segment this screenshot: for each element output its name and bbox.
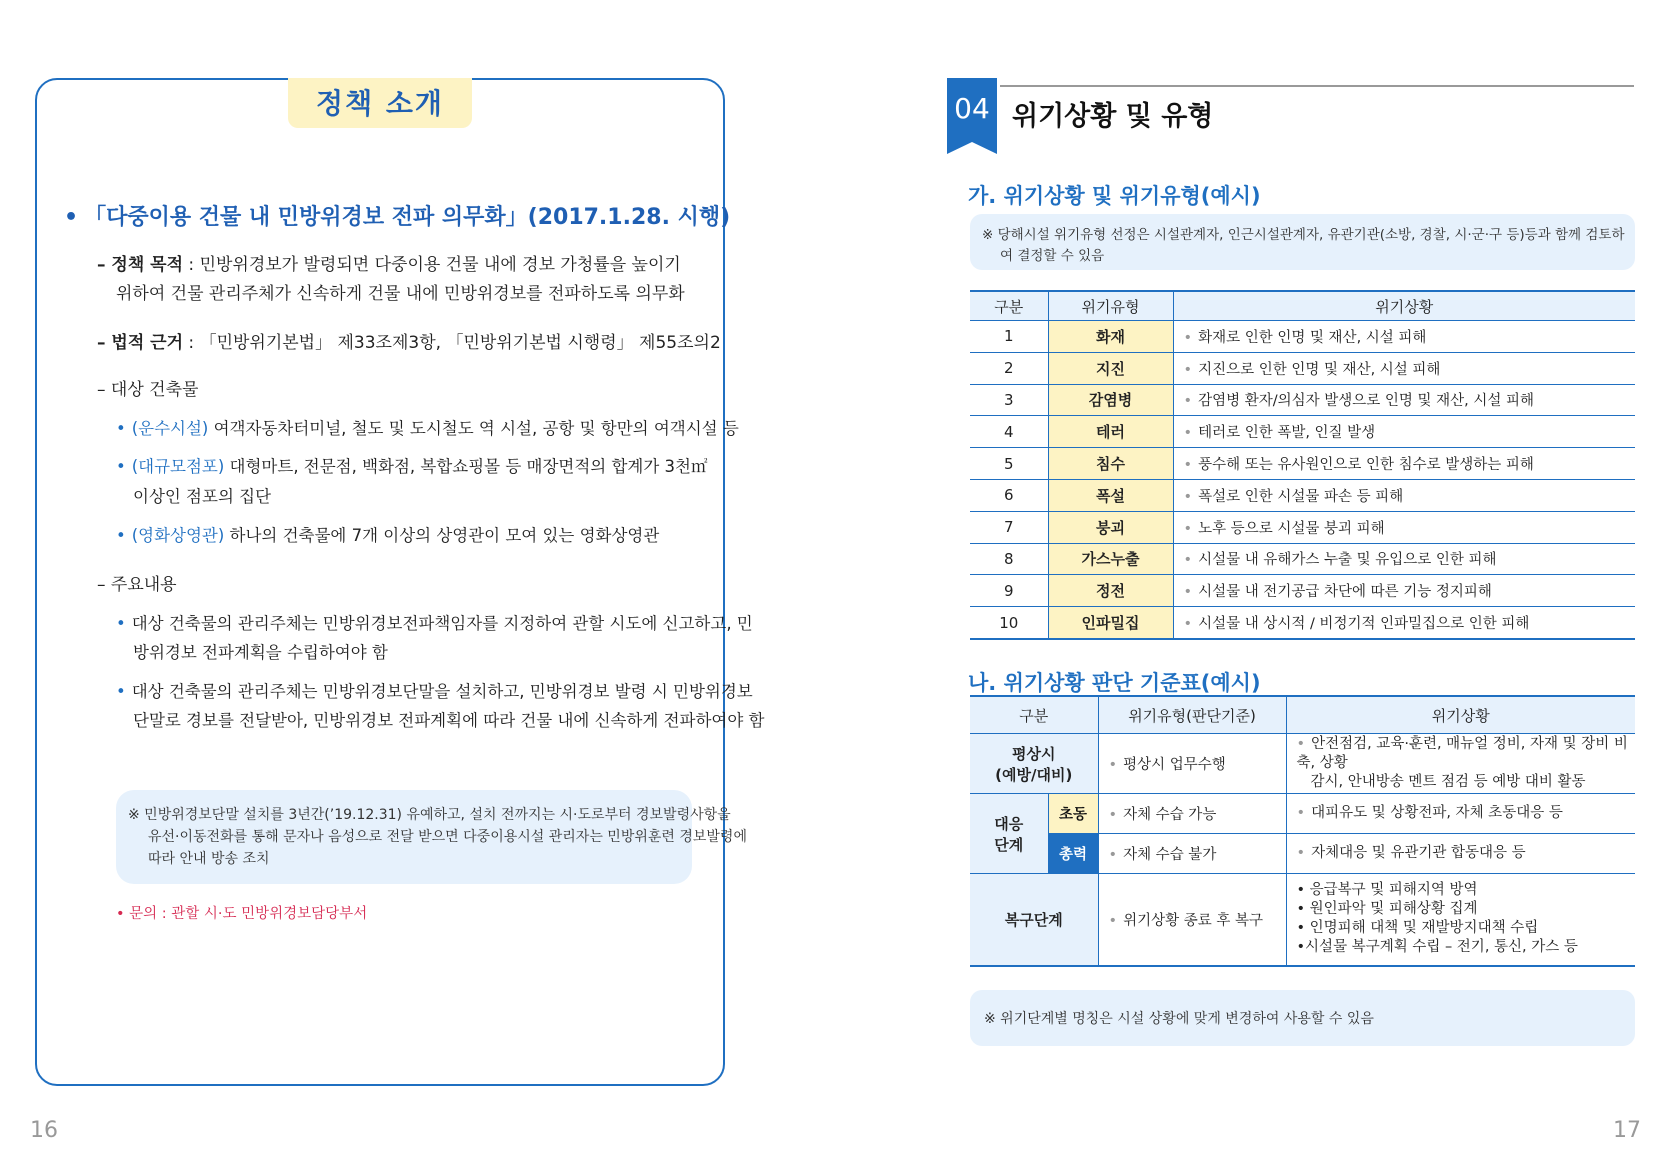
criteria-cell [1098, 794, 1286, 834]
normal-criteria: 평상시 업무수행 [1123, 757, 1226, 773]
crisis-type: 지진 [1048, 352, 1173, 384]
crisis-desc: 시설물 내 전기공급 차단에 따른 기능 정지피해 [1198, 584, 1492, 601]
criteria-cell [1098, 734, 1286, 794]
normal-label [970, 734, 1098, 794]
table-row [970, 416, 1635, 448]
note-line: 따라 안내 방송 조치 [148, 851, 270, 867]
crisis-desc-cell [1173, 575, 1635, 607]
purpose-label: – 정책 목적 [97, 255, 184, 275]
normal-label-1: 평상시 [1012, 744, 1056, 763]
table-row [970, 352, 1635, 384]
crisis-type: 침수 [1048, 448, 1173, 480]
bullet-dot: • [1183, 425, 1193, 442]
bullet-dot: • [116, 614, 126, 633]
bullet-dot: • [1108, 757, 1118, 773]
bullet-dot: • [1108, 912, 1118, 929]
table-row [970, 543, 1635, 575]
bullet-dot: • [1108, 807, 1118, 823]
crisis-type-table [970, 290, 1635, 640]
crisis-desc-cell [1173, 511, 1635, 543]
target-label: – 대상 건축물 [97, 380, 199, 400]
main-text: 대상 건축물의 관리주체는 민방위경보단말을 설치하고, 민방위경보 발령 시 민방위경보 [131, 682, 753, 701]
target-text-cont: 이상인 점포의 집단 [133, 487, 272, 506]
section-rule [1000, 85, 1634, 87]
law-heading [64, 200, 730, 231]
row-number: 5 [970, 448, 1048, 480]
table-header-row [970, 696, 1635, 734]
bullet-dot: • [1108, 847, 1118, 863]
main-label: – 주요내용 [97, 575, 177, 595]
full-criteria: 자체 수습 불가 [1123, 847, 1217, 863]
crisis-desc: 폭설로 인한 시설물 파손 등 피해 [1198, 488, 1404, 505]
target-text: 대형마트, 전문점, 백화점, 복합쇼핑몰 등 매장면적의 합계가 3천㎡ [224, 457, 708, 476]
table-row [970, 448, 1635, 480]
full-label: 총력 [1048, 834, 1098, 874]
situation-cell [1286, 734, 1635, 794]
section-title: 위기상황 및 유형 [1012, 101, 1214, 132]
info-box-b [970, 990, 1635, 1046]
normal-label-2: (예방/대비) [995, 765, 1073, 784]
row-number: 7 [970, 511, 1048, 543]
bullet-dot: • [1183, 616, 1193, 633]
recovery-situation: •시설물 복구계획 수립 – 전기, 통신, 가스 등 [1296, 939, 1578, 956]
purpose-text-2: 위하여 건물 관리주체가 신속하게 건물 내에 민방위경보를 전파하도록 의무화 [116, 284, 685, 304]
main-text: 대상 건축물의 관리주체는 민방위경보전파책임자를 지정하여 관할 시도에 신고하고, 민 [131, 614, 753, 633]
response-label [970, 794, 1048, 874]
page-number-right: 17 [1613, 1118, 1641, 1143]
initial-criteria: 자체 수습 가능 [1123, 807, 1217, 823]
inquiry-text: • 문의 : 관할 시·도 민방위경보담당부서 [116, 906, 368, 922]
note-box [116, 790, 747, 884]
table-row [970, 607, 1635, 639]
main-text-cont: 방위경보 전파계획을 수립하여야 함 [133, 643, 388, 662]
target-item [116, 453, 707, 477]
heading-bullet: • [64, 205, 79, 230]
row-number: 8 [970, 543, 1048, 575]
note-line: ※ 민방위경보단말 설치를 3년간(’19.12.31) 유예하고, 설치 전까지는 시·도로부터 경보발령사항을 [128, 807, 731, 823]
criteria-cell [1098, 874, 1286, 966]
normal-situation-1 [1297, 735, 1636, 773]
bullet-dot: • [1183, 329, 1193, 346]
header-cell: 구분 [970, 696, 1098, 734]
bullet-dot: • [116, 457, 126, 476]
heading-text: 「다중이용 건물 내 민방위경보 전파 의무화」(2017.1.28. 시행) [84, 205, 731, 230]
legal-text: : 「민방위기본법」 제33조제3항, 「민방위기본법 시행령」 제55조의2 [183, 333, 721, 353]
response-label-1: 대응 [994, 814, 1024, 833]
target-text: 여객자동차터미널, 철도 및 도시철도 역 시설, 공항 및 항만의 여객시설 등 [208, 419, 739, 438]
bullet-dot: • [116, 419, 126, 438]
crisis-desc-cell [1173, 321, 1635, 353]
main-item [116, 610, 753, 634]
main-item [116, 678, 753, 702]
legal-label: – 법적 근거 [97, 333, 184, 353]
crisis-type: 인파밀집 [1048, 607, 1173, 639]
header-cell: 구분 [970, 291, 1048, 321]
info-box-a [970, 214, 1635, 270]
bullet-dot: • [1296, 736, 1306, 752]
target-item [116, 522, 659, 546]
row-number: 4 [970, 416, 1048, 448]
target-tag: (운수시설) [131, 419, 209, 438]
crisis-type: 가스누출 [1048, 543, 1173, 575]
info-line: 여 결정할 수 있음 [1000, 248, 1105, 264]
situation-text: 안전점검, 교육·훈련, 매뉴얼 정비, 자재 및 장비 비축, 상황 [1296, 736, 1628, 771]
table-row-full [970, 834, 1635, 874]
row-number: 1 [970, 321, 1048, 353]
header-cell: 위기유형(판단기준) [1098, 696, 1286, 734]
crisis-desc-cell [1173, 607, 1635, 639]
crisis-desc-cell [1173, 479, 1635, 511]
table-row-initial [970, 794, 1635, 834]
table-row [970, 479, 1635, 511]
recovery-label: 복구단계 [970, 874, 1098, 966]
recovery-situation: • 원인파악 및 피해상황 집계 [1296, 901, 1478, 918]
recovery-situation: • 응급복구 및 피해지역 방역 [1296, 882, 1478, 899]
header-cell: 위기상황 [1286, 696, 1635, 734]
header-cell: 위기유형 [1048, 291, 1173, 321]
table-row [970, 384, 1635, 416]
crisis-desc-cell [1173, 543, 1635, 575]
crisis-desc: 풍수해 또는 유사원인으로 인한 침수로 발생하는 피해 [1198, 457, 1534, 474]
crisis-criteria-table [970, 695, 1635, 967]
main-text-cont: 단말로 경보를 전달받아, 민방위경보 전파계획에 따라 건물 내에 신속하게 전파하여야 함 [133, 711, 765, 730]
page-number-left: 16 [30, 1118, 58, 1143]
section-number-badge: 04 [947, 78, 997, 142]
table-row [970, 511, 1635, 543]
crisis-type: 화재 [1048, 321, 1173, 353]
target-tag: (영화상영관) [131, 526, 225, 545]
subheading-b: 나. 위기상황 판단 기준표(예시) [968, 671, 1261, 695]
crisis-desc: 시설물 내 상시적 / 비정기적 인파밀집으로 인한 피해 [1198, 616, 1530, 633]
bullet-dot: • [1183, 520, 1193, 537]
initial-situation: 대피유도 및 상황전파, 자체 초동대응 등 [1311, 805, 1563, 821]
purpose-text-1: : 민방위경보가 발령되면 다중이용 건물 내에 경보 가청률을 높이기 [183, 255, 681, 275]
bullet-dot: • [1183, 584, 1193, 601]
crisis-desc-cell [1173, 352, 1635, 384]
crisis-type: 붕괴 [1048, 511, 1173, 543]
info-line: ※ 위기단계별 명칭은 시설 상황에 맞게 변경하여 사용할 수 있음 [984, 1011, 1374, 1027]
crisis-type: 정전 [1048, 575, 1173, 607]
bullet-dot: • [1296, 805, 1306, 821]
full-situation: 자체대응 및 유관기관 합동대응 등 [1311, 845, 1526, 861]
purpose-line [97, 250, 681, 275]
policy-title: 정책 소개 [288, 78, 472, 128]
table-row [970, 575, 1635, 607]
table-row [970, 321, 1635, 353]
bullet-dot: • [1183, 552, 1193, 569]
table-row-normal [970, 734, 1635, 794]
bullet-dot: • [116, 526, 126, 545]
crisis-type: 감염병 [1048, 384, 1173, 416]
crisis-desc-cell [1173, 416, 1635, 448]
table-header-row [970, 291, 1635, 321]
note-line: 유선·이동전화를 통해 문자나 음성으로 전달 받으면 다중이용시설 관리자는 민방위훈련 경보발령에 [148, 829, 747, 845]
crisis-desc: 테러로 인한 폭발, 인질 발생 [1198, 425, 1376, 442]
crisis-desc-cell [1173, 448, 1635, 480]
subheading-a: 가. 위기상황 및 위기유형(예시) [968, 184, 1261, 208]
response-label-2: 단계 [994, 835, 1024, 854]
crisis-desc: 노후 등으로 시설물 붕괴 피해 [1198, 520, 1385, 537]
row-number: 10 [970, 607, 1048, 639]
target-text: 하나의 건축물에 7개 이상의 상영관이 모여 있는 영화상영관 [224, 526, 660, 545]
target-item [116, 415, 739, 439]
recovery-situation: • 인명피해 대책 및 재발방지대책 수립 [1296, 920, 1539, 937]
target-tag: (대규모점포) [131, 457, 225, 476]
row-number: 9 [970, 575, 1048, 607]
normal-situation-2: 감시, 안내방송 멘트 점검 등 예방 대비 활동 [1310, 774, 1586, 790]
table-row-recovery [970, 874, 1635, 966]
recovery-criteria: 위기상황 종료 후 복구 [1123, 912, 1263, 929]
situation-cell [1286, 874, 1635, 966]
crisis-desc: 지진으로 인한 인명 및 재산, 시설 피해 [1198, 361, 1441, 378]
bullet-dot: • [1183, 488, 1193, 505]
situation-cell [1286, 834, 1635, 874]
row-number: 3 [970, 384, 1048, 416]
situation-cell [1286, 794, 1635, 834]
crisis-desc: 감염병 환자/의심자 발생으로 인명 및 재산, 시설 피해 [1198, 393, 1534, 410]
crisis-desc: 시설물 내 유해가스 누출 및 유입으로 인한 피해 [1198, 552, 1497, 569]
crisis-desc: 화재로 인한 인명 및 재산, 시설 피해 [1198, 329, 1427, 346]
bullet-dot: • [1296, 845, 1306, 861]
row-number: 2 [970, 352, 1048, 384]
bullet-dot: • [116, 682, 126, 701]
info-line: ※ 당해시설 위기유형 선정은 시설관계자, 인근시설관계자, 유관기관(소방, 경찰, 시·군·구 등)등과 함께 검토하 [982, 227, 1625, 243]
criteria-cell [1098, 834, 1286, 874]
header-cell: 위기상황 [1173, 291, 1635, 321]
legal-line [97, 328, 721, 353]
crisis-type: 테러 [1048, 416, 1173, 448]
bullet-dot: • [1183, 361, 1193, 378]
row-number: 6 [970, 479, 1048, 511]
crisis-type: 폭설 [1048, 479, 1173, 511]
initial-label: 초동 [1048, 794, 1098, 834]
bullet-dot: • [1183, 393, 1193, 410]
bullet-dot: • [1183, 457, 1193, 474]
crisis-desc-cell [1173, 384, 1635, 416]
